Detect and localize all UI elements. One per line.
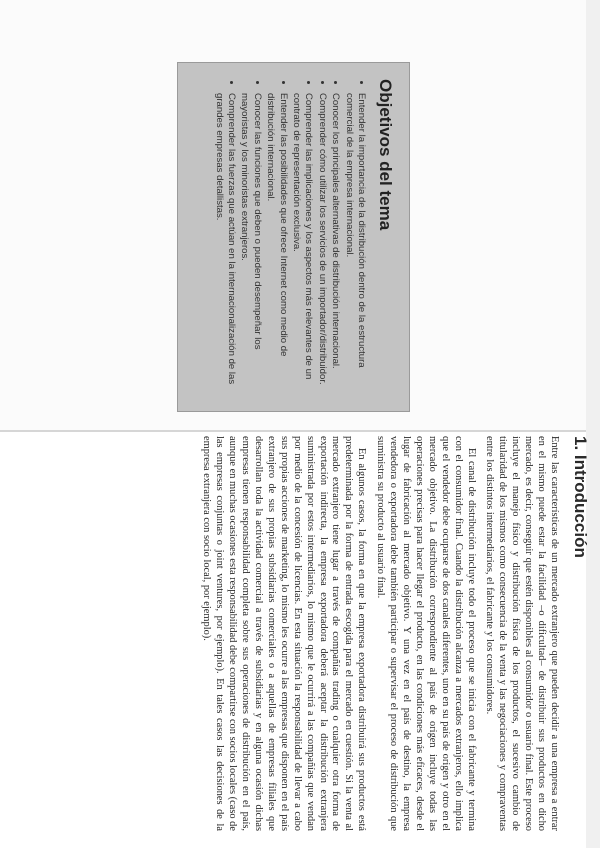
objective-item: • Comprender las implicaciones y los aspectos más relevantes de un contrato de representación exclusiva.	[290, 93, 315, 395]
objective-item: • Entender las posibilidades que ofrece Internet como medio de distribución internacional.	[264, 93, 289, 395]
introduction-section	[10, 436, 590, 831]
objective-item: • Comprender cómo utilizar los servicios de un importador/distribuidor.	[315, 93, 327, 395]
objectives-list	[212, 79, 367, 395]
body-paragraph: Entre las características de un mercado extranjero que pueden decidir a una empresa a entrar en el mismo puede estar la facilidad –o dificultad– de distribuir sus productos en dicho mercado, es decir, conseguir que estén disponibles al consumidor o usuario final. Este proceso incluye el manejo físico y distribución física de los productos, el sucesivo cambio de titularidad de los mismos como consecuencia de la venta y las negociaciones y compraventas entre los distintos intermediarios, el fabricante y los consumidores.	[484, 436, 560, 831]
objectives-title: Objetivos del tema	[376, 79, 395, 231]
objective-item: • Conocer los principales alternativas de distribución internacional.	[329, 93, 341, 395]
body-paragraph: El canal de distribución incluye todo el proceso que se inicia con el fabricante y termina con el consumidor final. Cuando la distribución alcanza a mercados extranjeros, ello implica que el vendedor debe ocuparse de dos canales diferentes, uno en su país de origen y otro en el mercado objetivo. La distribución correspondiente al país de origen incluye todas las operaciones precisas para hacer llegar el producto, en las condiciones más eficaces, desde el lugar de fabricación al mercado objetivo. Y una vez en el país de destino, la empresa vendedora o exportadora debe también participar o supervisar el proceso de distribución que suministra su producto al usuario final.	[375, 436, 477, 831]
objective-item: • Entender la importancia de la distribución dentro de la estructura comercial de la empresa internacional.	[342, 93, 367, 395]
objective-item: • Comprender las fuerzas que actúan en la internacionalización de las grandes empresas detallistas.	[212, 93, 237, 395]
objective-item: • Conocer las funciones que deben o pueden desempeñar los mayoristas y los minoristas extranjeros.	[238, 93, 263, 395]
body-paragraph: En algunos casos, la forma en que la empresa exportadora distribuirá sus productos está predeterminada por la forma de entrada escogida para el mercado en cuestión. Si la venta al mercado extranjero tiene lugar a través de compañías trading o cualquier otra forma de exportación indirecta, la empresa exportadora deberá aceptar la distribución extranjera suministrada por estos intermediarios, lo mismo que le ocurrirá a las compañías que vendan por medio de la concesión de licencias. En esta situación la responsabilidad de llevar a cabo sus propias acciones de marketing, lo mismo les ocurre a las empresas que disponen en el país extranjero de sus propias subsidiarias comerciales o a aquellas de empresas filiales que desarrollan toda la actividad comercial a través de subsidiarias y en alguna ocasión dichas empresas tienen responsabilidad completa sobre sus operaciones de distribución en el país, aunque en muchas ocasiones esta responsabilidad debe compartirse con socios locales (caso de las empresas conjuntas o joint ventures, por ejemplo). En tales casos las decisiones de la empresa extranjera con socio local, por ejemplo).	[201, 436, 368, 831]
objectives-box	[177, 62, 410, 412]
section-heading: 1. Introducción	[571, 436, 590, 558]
